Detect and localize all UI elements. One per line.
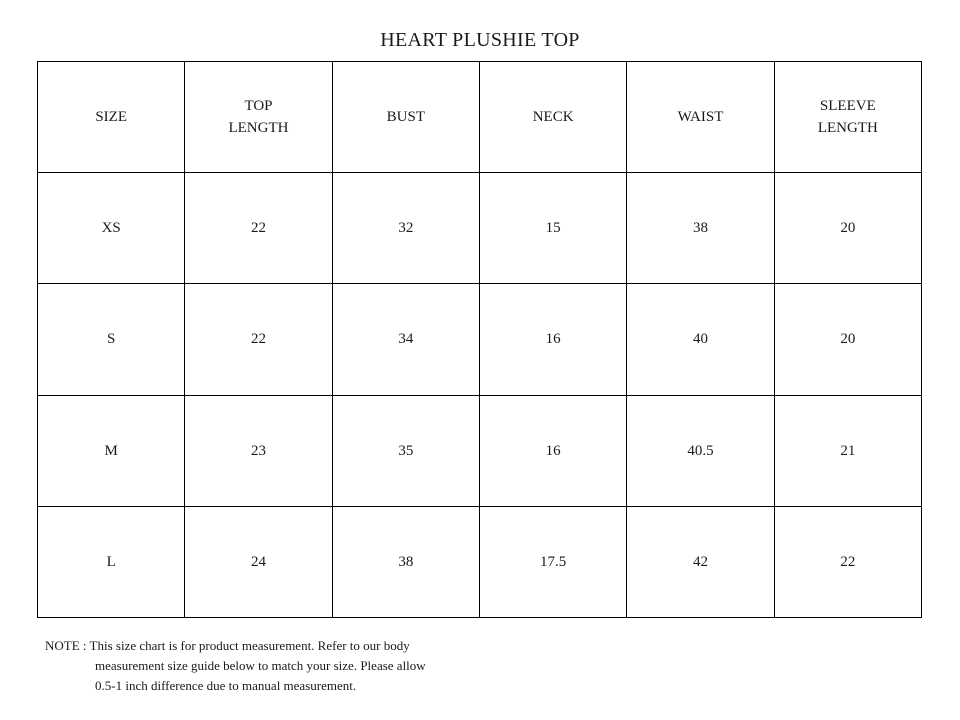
cell-waist: 40.5 (627, 395, 774, 506)
header-neck: NECK (479, 62, 626, 173)
note-line-3: 0.5-1 inch difference due to manual measurement. (95, 678, 357, 693)
cell-neck: 15 (479, 173, 626, 284)
cell-size: XS (38, 173, 185, 284)
header-bust: BUST (332, 62, 479, 173)
header-top-length: TOP LENGTH (185, 62, 332, 173)
cell-sleeve-length: 20 (774, 173, 921, 284)
table-row (38, 173, 922, 284)
cell-sleeve-length: 22 (774, 506, 921, 617)
table-row (38, 395, 922, 506)
size-chart-table (37, 61, 922, 618)
header-waist: WAIST (627, 62, 774, 173)
cell-top-length: 23 (185, 395, 332, 506)
cell-sleeve-length: 21 (774, 395, 921, 506)
cell-neck: 16 (479, 284, 626, 395)
cell-neck: 17.5 (479, 506, 626, 617)
cell-size: M (38, 395, 185, 506)
cell-size: L (38, 506, 185, 617)
cell-sleeve-length: 20 (774, 284, 921, 395)
note-line-2: measurement size guide below to match your size. Please allow (95, 658, 426, 673)
cell-waist: 40 (627, 284, 774, 395)
measurement-note (45, 636, 426, 696)
cell-bust: 34 (332, 284, 479, 395)
table-row (38, 284, 922, 395)
table-row (38, 506, 922, 617)
cell-top-length: 22 (185, 284, 332, 395)
cell-top-length: 24 (185, 506, 332, 617)
header-size: SIZE (38, 62, 185, 173)
cell-waist: 42 (627, 506, 774, 617)
cell-top-length: 22 (185, 173, 332, 284)
cell-bust: 38 (332, 506, 479, 617)
cell-bust: 32 (332, 173, 479, 284)
cell-neck: 16 (479, 395, 626, 506)
header-row (38, 62, 922, 173)
cell-bust: 35 (332, 395, 479, 506)
header-sleeve-length: SLEEVE LENGTH (774, 62, 921, 173)
cell-waist: 38 (627, 173, 774, 284)
chart-title: HEART PLUSHIE TOP (380, 29, 580, 51)
note-line-1: NOTE : This size chart is for product measurement. Refer to our body (45, 638, 410, 653)
cell-size: S (38, 284, 185, 395)
